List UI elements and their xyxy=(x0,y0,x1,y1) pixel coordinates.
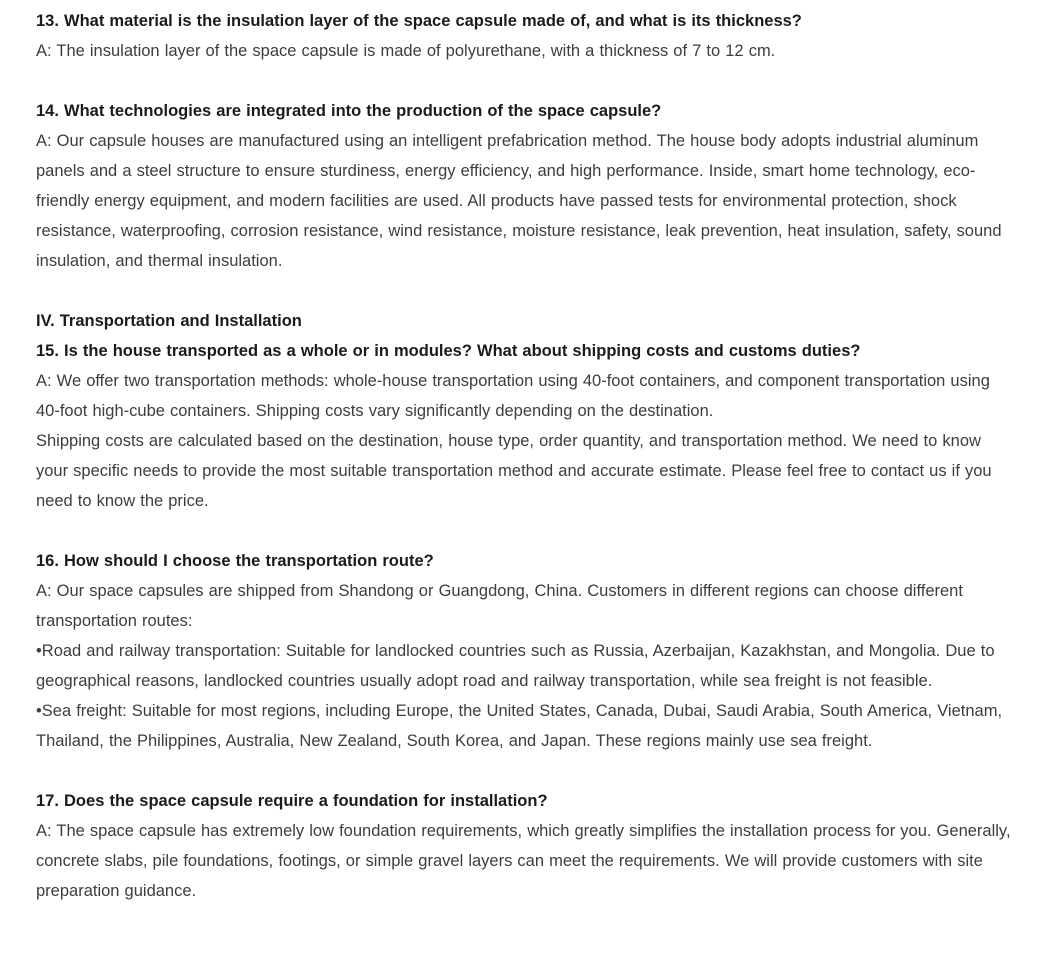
faq-answer-16-bullet-sea-freight: •Sea freight: Suitable for most regions, including Europe, the United States, Canada, Dubai, Saudi Arabia, South America, Vietnam, Thailand, the Philippines, Australia, New Zealand, South Korea, and Japan. These regions mainly use sea freight. xyxy=(36,702,1003,750)
faq-answer-14: A: Our capsule houses are manufactured using an intelligent prefabrication method. The house body adopts industrial aluminum panels and a steel structure to ensure sturdiness, energy efficiency, and high performance. Inside, smart home technology, eco-friendly energy equipment, and modern facilities are used. All products have passed tests for environmental protection, shock resistance, waterproofing, corrosion resistance, wind resistance, moisture resistance, leak prevention, heat insulation, safety, sound insulation, and thermal insulation. xyxy=(36,132,1002,270)
faq-question-16: 16. How should I choose the transportation route? xyxy=(36,552,434,570)
faq-question-13: 13. What material is the insulation layer of the space capsule made of, and what is its thickness? xyxy=(36,12,802,30)
faq-question-14: 14. What technologies are integrated into the production of the space capsule? xyxy=(36,102,662,120)
section-heading-transportation-installation: IV. Transportation and Installation xyxy=(36,312,302,330)
faq-question-17: 17. Does the space capsule require a foundation for installation? xyxy=(36,792,548,810)
faq-answer-15-paragraph-1: A: We offer two transportation methods: whole-house transportation using 40-foot containers, and component transportation using 40-foot high-cube containers. Shipping costs vary significantly depending on the destination. xyxy=(36,372,990,420)
faq-answer-16-intro: A: Our space capsules are shipped from Shandong or Guangdong, China. Customers in different regions can choose different transportation routes: xyxy=(36,582,963,630)
faq-answer-17: A: The space capsule has extremely low foundation requirements, which greatly simplifies the installation process for you. Generally, concrete slabs, pile foundations, footings, or simple gravel layers can meet the requirements. We will provide customers with site preparation guidance. xyxy=(36,822,1011,900)
faq-answer-15-paragraph-2: Shipping costs are calculated based on the destination, house type, order quantity, and transportation method. We need to know your specific needs to provide the most suitable transportation method and accurate estimate. Please feel free to contact us if you need to know the price. xyxy=(36,432,992,510)
faq-question-15: 15. Is the house transported as a whole or in modules? What about shipping costs and customs duties? xyxy=(36,342,861,360)
faq-answer-13: A: The insulation layer of the space capsule is made of polyurethane, with a thickness of 7 to 12 cm. xyxy=(36,42,776,60)
faq-answer-16-bullet-road-railway: •Road and railway transportation: Suitable for landlocked countries such as Russia, Azerbaijan, Kazakhstan, and Mongolia. Due to geographical reasons, landlocked countries usually adopt road and railway transportation, while sea freight is not feasible. xyxy=(36,642,995,690)
